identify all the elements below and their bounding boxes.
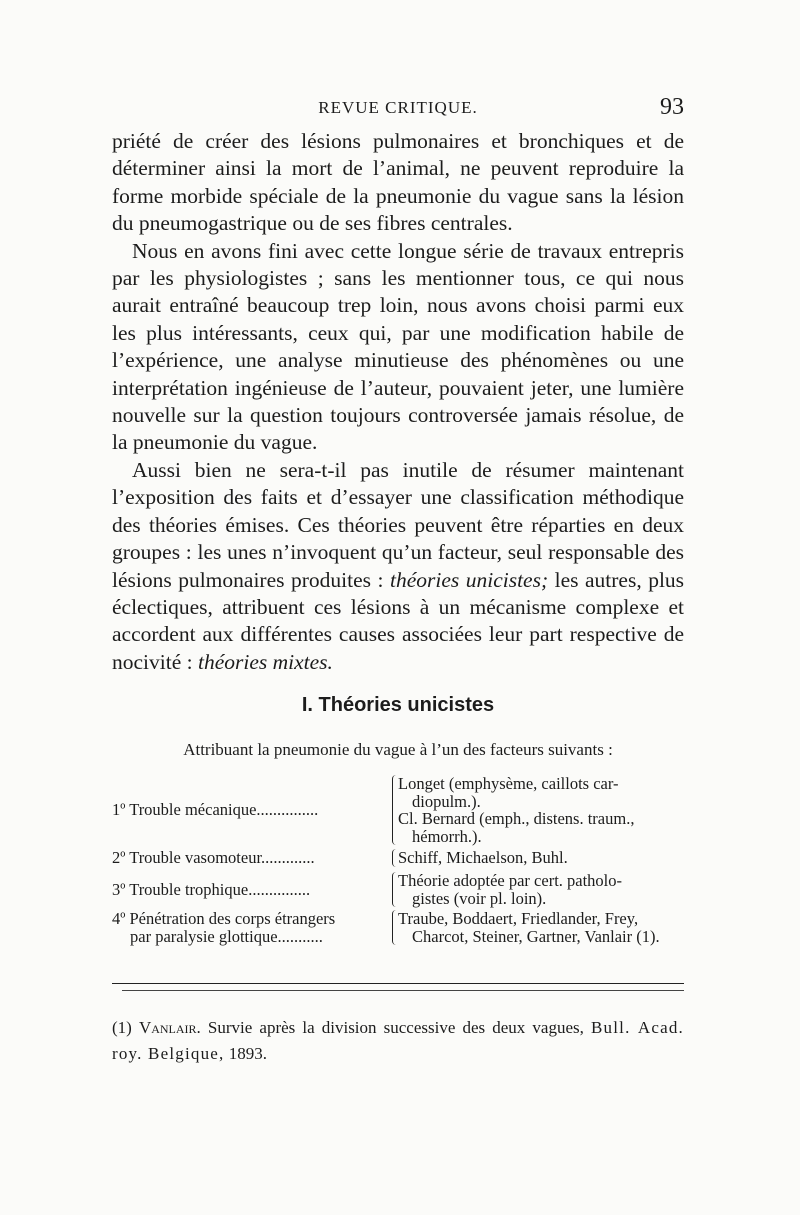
row-label-line1: 4º Pénétration des corps étrangers bbox=[112, 909, 336, 928]
footnote-rule bbox=[112, 983, 684, 984]
row-authors bbox=[398, 849, 688, 867]
running-head: REVUE CRITIQUE. bbox=[318, 98, 478, 117]
author-line: Traube, Boddaert, Friedlander, Frey, bbox=[398, 909, 639, 928]
author-line: diopulm.). bbox=[412, 791, 481, 811]
footnote-text: Survie après la division successive des deux vagues, bbox=[207, 1018, 584, 1037]
footnote-journal: Bull. Acad. roy. Belgique, bbox=[112, 1018, 685, 1063]
term-mixed-theories: théories mixtes. bbox=[197, 649, 333, 674]
row-authors bbox=[398, 910, 688, 945]
footnote-author: Vanlair. bbox=[138, 1018, 201, 1037]
body-text bbox=[112, 128, 684, 676]
classification-row-mechanical bbox=[112, 775, 684, 845]
author-line: gistes (voir pl. loin). bbox=[412, 888, 547, 908]
paragraph-continuation: priété de créer des lésions pulmonaires et bronchiques et de déterminer ainsi la mort de l’animal, ne peuvent reproduire la forme morbide spéciale de la pneumonie du vague sans la lésion du pneumogastrique ou de ses fibres centrales. bbox=[112, 129, 684, 236]
author-line: Théorie adoptée par cert. patholo- bbox=[398, 871, 623, 890]
row-label: 2º Trouble vasomoteur............. bbox=[112, 848, 315, 867]
paragraph-classification-part2: les autres, plus éclectiques, attribuent ces lésions à un mécanisme complexe et accordent aux différentes causes associées leur part respective de nocivité : bbox=[112, 567, 685, 674]
footnote bbox=[112, 1015, 684, 1067]
table-intro: Attribuant la pneumonie du vague à l’un des facteurs suivants : bbox=[183, 740, 613, 759]
row-label: 1º Trouble mécanique............... bbox=[112, 800, 319, 819]
footnote-marker: (1) bbox=[112, 1018, 132, 1037]
classification-row-foreign-bodies bbox=[112, 910, 684, 945]
row-authors bbox=[398, 775, 688, 845]
classification-row-vasomotor bbox=[112, 849, 684, 867]
author-line: Cl. Bernard (emph., distens. traum., bbox=[398, 809, 635, 828]
page-header bbox=[112, 94, 684, 128]
row-label: 3º Trouble trophique............... bbox=[112, 880, 311, 899]
author-line: Longet (emphysème, caillots car- bbox=[398, 774, 619, 793]
author-line: hémorrh.). bbox=[412, 826, 482, 846]
section-title: I. Théories unicistes bbox=[301, 694, 495, 716]
row-label-line2: par paralysie glottique........... bbox=[130, 926, 323, 946]
paragraph-classification bbox=[112, 457, 684, 676]
author-line: Schiff, Michaelson, Buhl. bbox=[398, 848, 568, 867]
page-number: 93 bbox=[660, 94, 684, 120]
term-unicist-theories: théories unicistes; bbox=[389, 567, 549, 592]
author-line: Charcot, Steiner, Gartner, Vanlair (1). bbox=[412, 926, 660, 946]
paragraph-classification-part1: Aussi bien ne sera-t-il pas inutile de résumer maintenant l’exposition des faits et d’essayer une classification méthodique des théories émises. Ces théories peuvent être réparties en deux groupes : les unes n’invoquent qu’un facteur, seul responsable des lésions pulmonaires produites : bbox=[112, 457, 684, 592]
paragraph-physiologists: Nous en avons fini avec cette longue série de travaux entrepris par les physiologistes ; sans les mentionner tous, ce qui nous aurait entraîné beaucoup trep loin, nous avons choisi parmi eux les plus intéressants, ceux qui, par une modification habile de l’expérience, une analyse minutieuse des phénomènes ou une interprétation ingénieuse de l’auteur, pouvaient jeter, une lumière nouvelle sur la question toujours controversée jamais résolue, de la pneumonie du vague. bbox=[112, 238, 684, 455]
classification-row-trophic bbox=[112, 872, 684, 907]
footnote-rule-thin bbox=[122, 990, 684, 991]
footnote-year: 1893. bbox=[228, 1044, 267, 1063]
row-authors bbox=[398, 872, 688, 907]
